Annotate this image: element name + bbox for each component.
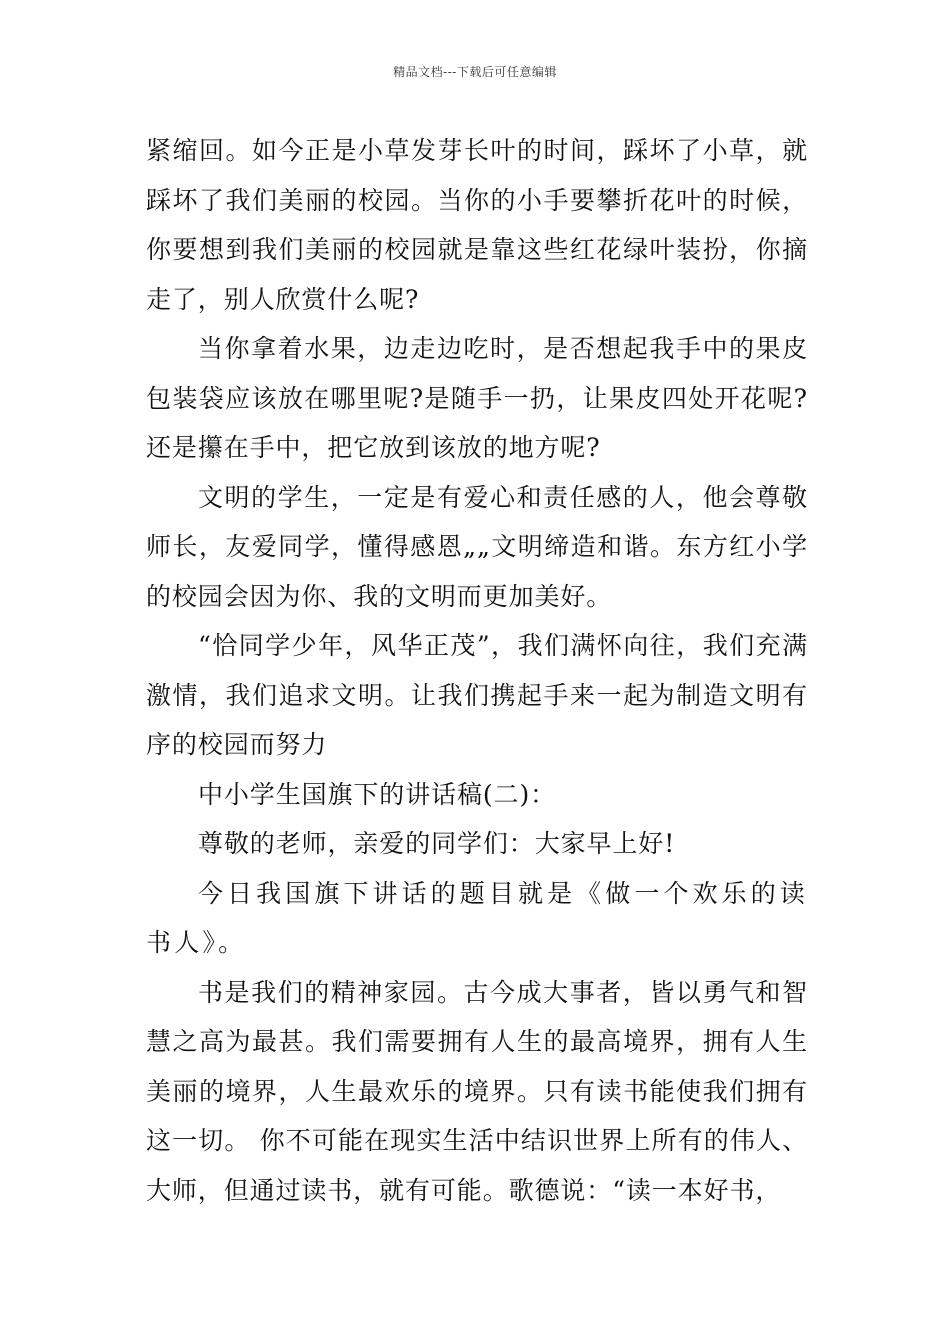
section-heading: 中小学生国旗下的讲话稿(二)： (198, 779, 557, 809)
speech-title-paragraph: 今日我国旗下讲话的题目就是《做一个欢乐的读书人》。 (146, 878, 808, 957)
paragraph-2: 当你拿着水果，边走边吃时，是否想起我手中的果皮包装袋应该放在哪里呢?是随手一扔，让果皮四处开花呢?还是攥在手中，把它放到该放的地方呢? (146, 334, 808, 462)
paragraph-3: 文明的学生，一定是有爱心和责任感的人，他会尊敬师长，友爱同学，懂得感恩„„文明缔造和谐。东方红小学的校园会因为你、我的文明而更加美好。 (146, 482, 808, 611)
paragraph-1: 紧缩回。如今正是小草发芽长叶的时间，踩坏了小草，就踩坏了我们美丽的校园。当你的小手要攀折花叶的时候，你要想到我们美丽的校园就是靠这些红花绿叶装扮，你摘走了，别人欣赏什么呢? (146, 136, 808, 314)
document-body (146, 126, 808, 1215)
paragraph-8: 书是我们的精神家园。古今成大事者，皆以勇气和智慧之高为最甚。我们需要拥有人生的最高境界，拥有人生美丽的境界，人生最欢乐的境界。只有读书能使我们拥有这一切。 你不可能在现实生活中结识世界上所有的伟人、大师，但通过读书，就有可能。歌德说：“读一本好书， (146, 977, 808, 1205)
paragraph-4: “恰同学少年，风华正茂”，我们满怀向往，我们充满激情，我们追求文明。让我们携起手来一起为制造文明有序的校园而努力 (146, 631, 808, 759)
page-header: 精品文档---下载后可任意编辑 (393, 65, 557, 79)
greeting-line: 尊敬的老师，亲爱的同学们：大家早上好! (198, 829, 676, 858)
